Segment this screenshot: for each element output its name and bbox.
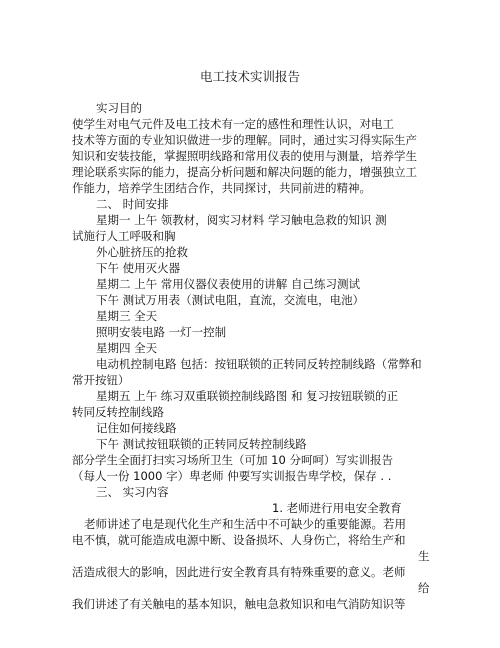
text-line: 转同反转控制线路 [72, 405, 164, 419]
text-line: 电动机控制电路 包括：按钮联锁的正转同反转控制线路（常弊和 [96, 357, 422, 371]
text-line: 生 [418, 549, 430, 563]
section-heading: 三、 实习内容 [96, 485, 169, 499]
text-line: 记住如何接线路 [96, 421, 177, 435]
text-line: 给 [418, 581, 430, 595]
text-line: 星期五 上午 练习双重联锁控制线路图 和 复习按钮联锁的正 [96, 389, 399, 403]
text-line: 理论联系实际的能力，提高分析问题和解决问题的能力，增强独立工 [72, 165, 417, 179]
text-line: 技术等方面的专业知识做进一步的理解。同时，通过实习得实际生产 [72, 133, 417, 147]
text-line: 星期一 上午 领教材，阅实习材料 学习触电急救的知识 测 [96, 213, 387, 227]
section-heading: 二、 时间安排 [96, 197, 169, 211]
document-title: 电工技术实训报告 [199, 69, 300, 84]
text-line: 实习目的 [96, 101, 142, 115]
text-line: 星期四 全天 [96, 341, 158, 355]
text-line: 部分学生全面打扫实习场所卫生（可加 10 分呵呵）写实训报告 [72, 453, 393, 467]
text-line: 活造成很大的影响，因此进行安全教育具有特殊重要的意义。老师 [72, 565, 406, 579]
text-line: 我们讲述了有关触电的基本知识，触电急救知识和电气消防知识等 [72, 597, 406, 611]
text-line: 试施行人工呼吸和胸 [72, 229, 176, 243]
text-line: 作能力，培养学生团结合作，共同探讨，共同前进的精神。 [72, 181, 371, 195]
text-line: 下午 使用灭火器 [96, 261, 181, 275]
text-line: 下午 测试万用表（测试电阻，直流，交流电，电池） [96, 293, 365, 307]
text-line: 常开按钮） [72, 373, 130, 387]
text-line: 外心脏挤压的抢救 [96, 245, 188, 259]
text-line: 下午 测试按钮联锁的正转同反转控制线路 [96, 437, 307, 451]
text-line: （每人一份 1000 字）卑老师 仲要写实训报告卑学校，保存 . . [72, 469, 392, 483]
text-line: 照明安装电路 一灯一控制 [96, 325, 227, 339]
text-line: 老师讲述了电是现代化生产和生活中不可缺少的重要能源。若用 [84, 517, 406, 531]
text-line: 星期三 全天 [96, 309, 158, 323]
text-line: 使学生对电气元件及电工技术有一定的感性和理性认识，对电工 [72, 117, 394, 131]
text-line: 1. 老师进行用电安全教育 [272, 501, 402, 515]
text-line: 知识和安装技能，掌握照明线路和常用仪表的使用与测量，培养学生 [72, 149, 417, 163]
text-line: 电不慎，就可能造成电源中断、设备损坏、人身伤亡，将给生产和 [72, 533, 406, 547]
text-line: 星期二 上午 常用仪器仪表使用的讲解 自己练习测试 [96, 277, 360, 291]
